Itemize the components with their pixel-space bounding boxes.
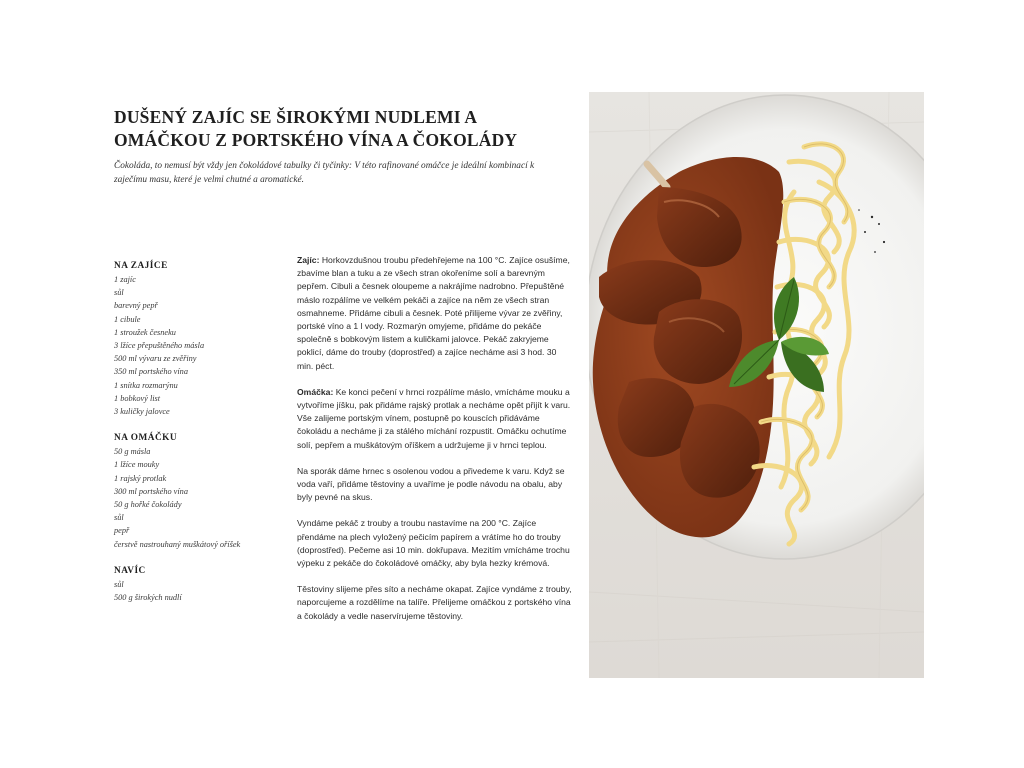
- ingredient-heading: NAVÍC: [114, 565, 146, 576]
- method-step: [297, 583, 572, 623]
- ingredient-item: barevný pepř: [114, 301, 158, 311]
- method-column: [297, 254, 572, 636]
- method-step-text: Na sporák dáme hrnec s osolenou vodou a přivedeme k varu. Když se voda vaří, přidáme těstoviny a uvaříme je podle návodu na obalu, aby byly pevné na skus.: [297, 465, 565, 503]
- method-step: [297, 386, 572, 452]
- ingredient-item: 1 lžíce mouky: [114, 460, 160, 470]
- ingredient-item: čerstvě nastrouhaný muškátový oříšek: [114, 539, 241, 549]
- ingredient-item: 3 kuličky jalovce: [114, 407, 170, 417]
- method-step-lead: Omáčka:: [297, 386, 334, 397]
- ingredient-heading: NA ZAJÍCE: [114, 261, 168, 271]
- method-step: [297, 465, 572, 505]
- ingredient-group-extra: [114, 565, 292, 604]
- ingredient-item: 50 g hořké čokolády: [114, 500, 182, 510]
- ingredient-list: [114, 445, 292, 551]
- ingredient-group-hare: [114, 260, 292, 418]
- method-step-text: Ke konci pečení v hrnci rozpálíme máslo, vmícháme mouku a vytvoříme jíšku, pak přidáme rajský protlak a necháme opět přijít k varu. Vše zalijeme portským vínem, postupně po kouscích přidáváme čokoládu a necháme ji za stálého míchání rozpustit. Omáčku ochutíme solí, pepřem a muškátovým oříškem a udržujeme ji v hrnci teplou.: [297, 386, 571, 450]
- ingredient-list: [114, 578, 292, 604]
- ingredient-list: [114, 273, 292, 418]
- ingredient-item: 1 snítka rozmarýnu: [114, 380, 178, 390]
- ingredient-item: 3 lžíce přepuštěného másla: [114, 341, 205, 351]
- method-step-text: Horkovzdušnou troubu předehřejeme na 100 °C. Zajíce osušíme, zbavíme blan a tuku a ze všech stran okořeníme solí a barevným pepřem. Cibuli a česnek oloupeme a nakrájíme nadrobno. Přepuštěné máslo rozpálíme ve velkém pekáči a zajíce na něm ze všech stran osmahneme. Přidáme cibuli a česnek. Poté přilijeme vývar ze zvěřiny, portské víno a 1 l vody. Rozmarýn omyjeme, přidáme do pekáče společně s bobkovým listem a kuličkami jalovce. Pekáč zakryjeme poklicí, dáme do trouby (doprostřed) a zajíce necháme asi 3 hod. 30 min. péct.: [297, 255, 570, 371]
- ingredient-item: 1 zajíc: [114, 275, 136, 284]
- ingredient-item: sůl: [114, 579, 124, 589]
- plated-dish-photo: [589, 92, 924, 678]
- ingredient-item: 300 ml portského vína: [114, 486, 188, 496]
- ingredient-item: 500 ml vývaru ze zvěřiny: [114, 354, 197, 364]
- ingredient-item: 1 rajský protlak: [114, 473, 167, 483]
- recipe-text-page: [101, 92, 589, 678]
- method-step: [297, 254, 572, 373]
- ingredient-item: sůl: [114, 288, 124, 298]
- ingredient-item: 50 g másla: [114, 447, 151, 457]
- ingredients-column: [114, 260, 292, 618]
- ingredient-item: 1 cibule: [114, 314, 141, 324]
- ingredient-item: 350 ml portského vína: [114, 367, 188, 377]
- recipe-intro: Čokoláda, to nemusí být vždy jen čokoládové tabulky či tyčinky: V této rafinované omáčce je ideální kombinací k zaječímu masu, které je velmi chutné a aromatické.: [114, 161, 535, 185]
- recipe-title: DUŠENÝ ZAJÍC SE ŠIROKÝMI NUDLEMI A OMÁČKOU Z PORTSKÉHO VÍNA A ČOKOLÁDY: [114, 107, 518, 150]
- method-step-text: Těstoviny slijeme přes síto a necháme okapat. Zajíce vyndáme z trouby, naporcujeme a rozdělíme na talíře. Přelijeme omáčkou z portského vína a čokolády a vedle naservírujeme těstoviny.: [297, 584, 572, 621]
- method-step-lead: Zajíc:: [297, 255, 320, 265]
- ingredient-item: 1 bobkový list: [114, 393, 161, 403]
- method-step-text: Vyndáme pekáč z trouby a troubu nastavíme na 200 °C. Zajíce přendáme na plech vyložený pečicím papírem a vrátíme ho do trouby (doprostřed). Pečeme asi 10 min. dokřupava. Mezitím vmícháme trochu výpeku z pekáče do čokoládové omáčky, aby byla hezky krémová.: [297, 518, 570, 569]
- dish-illustration: [589, 92, 924, 678]
- ingredient-item: pepř: [114, 526, 130, 536]
- ingredient-heading: NA OMÁČKU: [114, 433, 178, 444]
- ingredient-item: sůl: [114, 513, 124, 523]
- cookbook-spread: [101, 92, 924, 678]
- ingredient-item: 1 stroužek česneku: [114, 327, 176, 337]
- method-step: [297, 517, 572, 570]
- ingredient-group-sauce: [114, 432, 292, 551]
- ingredient-item: 500 g širokých nudlí: [114, 593, 182, 603]
